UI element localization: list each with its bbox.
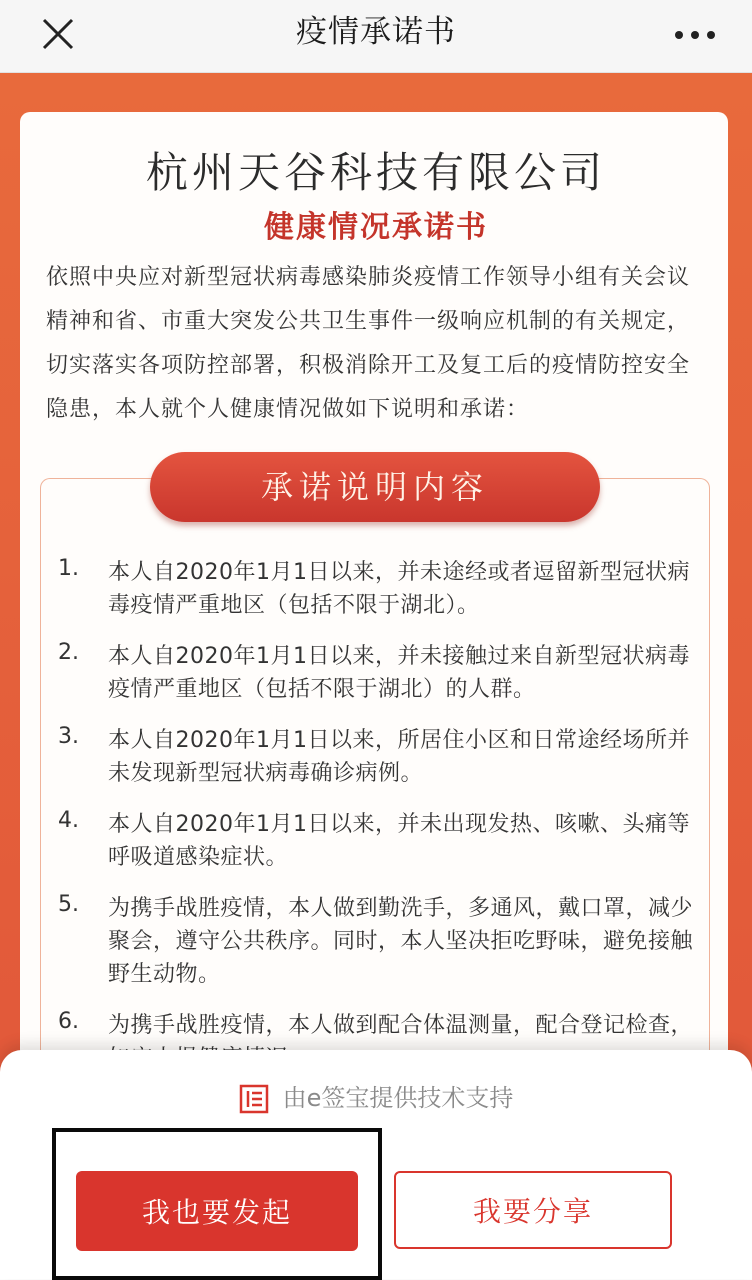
list-item bbox=[58, 724, 708, 790]
section-header: 承诺说明内容 bbox=[150, 452, 600, 522]
nav-bar bbox=[0, 0, 752, 73]
item-text: 为携手战胜疫情，本人做到配合体温测量，配合登记检查， bbox=[108, 1013, 694, 1038]
item-number: 4. bbox=[58, 808, 79, 833]
item-text: 为携手战胜疫情，本人做到勤洗手，多通风，戴口罩，减少聚会，遵守公共秩序。同时，本人坚决拒吃野味，避免接触野生动物。 bbox=[108, 896, 694, 987]
item-text: 本人自2020年1月1日以来，并未出现发热、咳嗽、头痛等呼吸道感染症状。 bbox=[108, 812, 690, 870]
item-number: 2. bbox=[58, 640, 79, 665]
item-text: 本人自2020年1月1日以来，并未途经或者逗留新型冠状病毒疫情严重地区（包括不限于湖北）。 bbox=[108, 560, 690, 618]
document-list-icon bbox=[239, 1084, 269, 1114]
page-title: 疫情承诺书 bbox=[296, 14, 456, 50]
tech-support-line bbox=[0, 1078, 752, 1118]
item-text: 本人自2020年1月1日以来，所居住小区和日常途经场所并未发现新型冠状病毒确诊病例。 bbox=[108, 728, 690, 786]
more-dots-icon[interactable] bbox=[672, 20, 718, 50]
list-item bbox=[58, 640, 708, 706]
item-number: 1. bbox=[58, 556, 79, 581]
item-number: 6. bbox=[58, 1009, 79, 1034]
list-item bbox=[58, 808, 708, 874]
item-number: 3. bbox=[58, 724, 79, 749]
item-number: 5. bbox=[58, 892, 79, 917]
share-button[interactable]: 我要分享 bbox=[394, 1171, 672, 1249]
initiate-button[interactable]: 我也要发起 bbox=[76, 1171, 358, 1251]
document-title: 健康情况承诺书 bbox=[264, 210, 488, 245]
item-text: 本人自2020年1月1日以来，并未接触过来自新型冠状病毒疫情严重地区（包括不限于湖北）的人群。 bbox=[108, 644, 690, 702]
list-item bbox=[58, 892, 708, 991]
company-name: 杭州天谷科技有限公司 bbox=[145, 148, 606, 197]
tech-support-text: 由e签宝提供技术支持 bbox=[282, 1084, 514, 1112]
list-item bbox=[58, 556, 708, 622]
commitment-list bbox=[58, 556, 708, 1093]
intro-paragraph: 依照中央应对新型冠状病毒感染肺炎疫情工作领导小组有关会议精神和省、市重大突发公共卫生事件一级响应机制的有关规定，切实落实各项防控部署，积极消除开工及复工后的疫情防控安全隐患，本人就个人健康情况做如下说明和承诺： bbox=[46, 265, 691, 422]
